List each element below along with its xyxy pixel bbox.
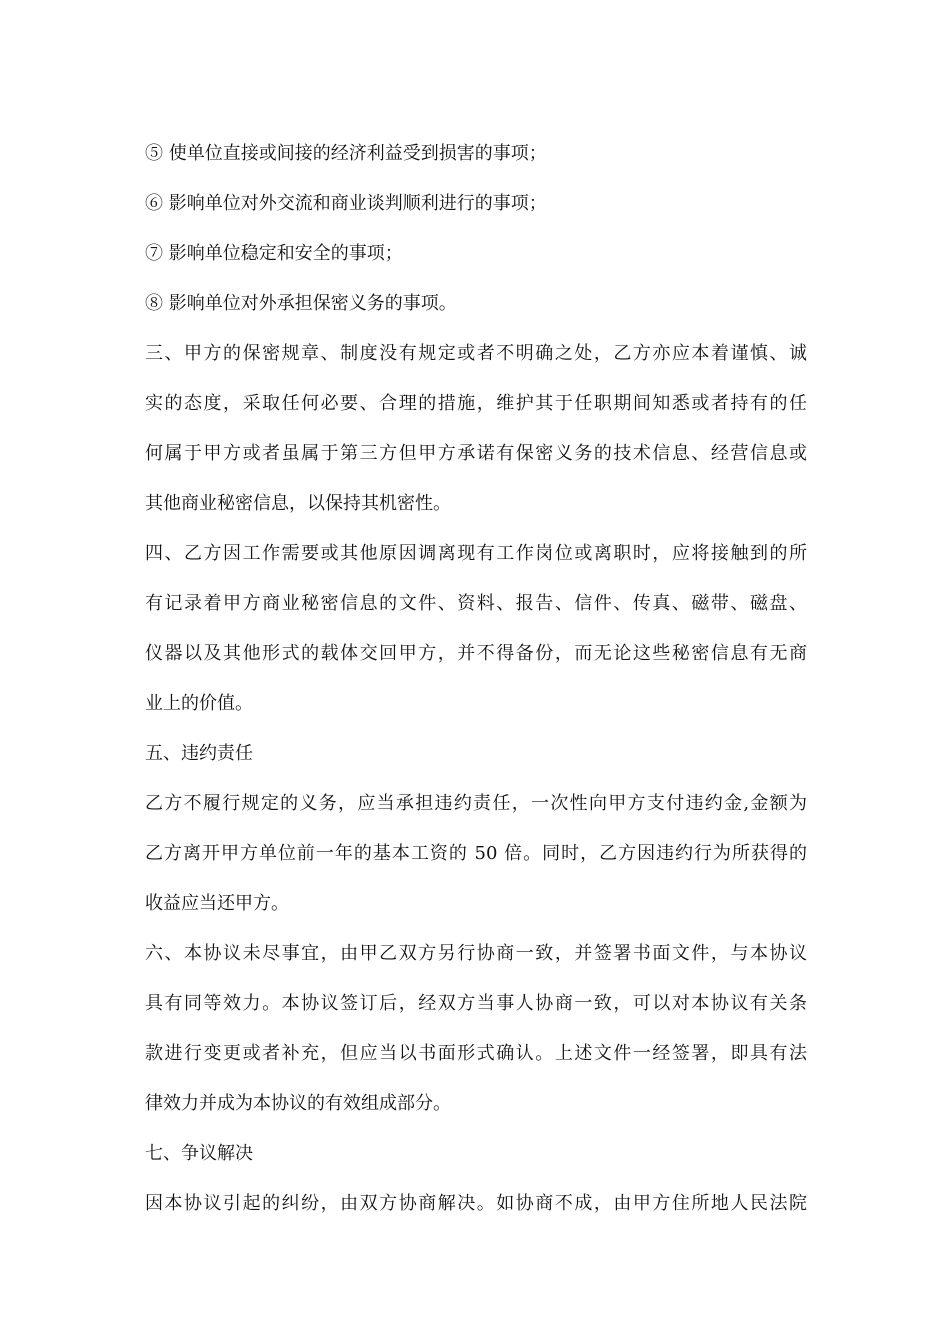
clause-3-line-2: 实的态度，采取任何必要、合理的措施，维护其于任职期间知悉或者持有的任 [145,393,807,414]
section-5-line-2: 乙方离开甲方单位前一年的基本工资的 50 倍。同时，乙方因违约行为所获得的 [145,843,807,864]
clause-4-line-2: 有记录着甲方商业秘密信息的文件、资料、报告、信件、传真、磁带、磁盘、 [145,593,807,614]
section-5-line-3: 收益应当还甲方。 [145,893,289,914]
item-8-line: ⑧ 影响单位对外承担保密义务的事项。 [145,293,457,314]
item-5-line: ⑤ 使单位直接或间接的经济利益受到损害的事项； [145,143,547,164]
clause-4-line-3: 仪器以及其他形式的载体交回甲方，并不得备份，而无论这些秘密信息有无商 [145,643,807,664]
clause-6-line-1: 六、本协议未尽事宜，由甲乙双方另行协商一致，并签署书面文件，与本协议 [145,943,807,964]
item-7-line: ⑦ 影响单位稳定和安全的事项； [145,243,403,264]
clause-3-line-1: 三、甲方的保密规章、制度没有规定或者不明确之处，乙方亦应本着谨慎、诚 [145,343,807,364]
clause-4-line-1: 四、乙方因工作需要或其他原因调离现有工作岗位或离职时，应将接触到的所 [145,543,807,564]
clause-3-line-4: 其他商业秘密信息，以保持其机密性。 [145,493,451,514]
clause-6-line-4: 律效力并成为本协议的有效组成部分。 [145,1093,451,1114]
clause-3-line-3: 何属于甲方或者虽属于第三方但甲方承诺有保密义务的技术信息、经营信息或 [145,443,807,464]
clause-6-line-3: 款进行变更或者补充，但应当以书面形式确认。上述文件一经签署，即具有法 [145,1043,807,1064]
clause-4-line-4: 业上的价值。 [145,693,253,714]
item-6-line: ⑥ 影响单位对外交流和商业谈判顺利进行的事项； [145,193,547,214]
section-5-line-1: 乙方不履行规定的义务，应当承担违约责任，一次性向甲方支付违约金,金额为 [145,793,807,814]
document-body [145,129,807,1229]
clause-6-line-2: 具有同等效力。本协议签订后，经双方当事人协商一致，可以对本协议有关条 [145,993,807,1014]
section-7-heading: 七、争议解决 [145,1143,253,1164]
section-5-heading: 五、违约责任 [145,743,253,764]
section-7-line-1: 因本协议引起的纠纷，由双方协商解决。如协商不成，由甲方住所地人民法院 [145,1193,807,1214]
